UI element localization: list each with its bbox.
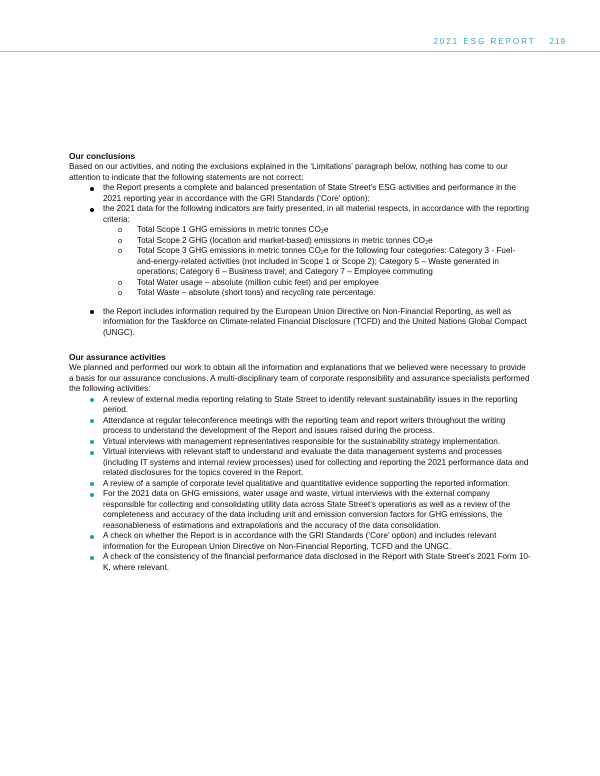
subscript: 2 xyxy=(425,239,429,246)
page-header xyxy=(433,37,566,46)
conclusions-intro: Based on our activities, and noting the exclusions explained in the ‘Limitations’ paragraph below, nothing has come to our attention to indicate that the following statements are not correct: xyxy=(69,162,508,182)
assurance-intro: We planned and performed our work to obtain all the information and explanations that we believed were necessary to provide a basis for our assurance conclusions. A multi-disciplinary team of corporate responsibility and assurance specialists performed the following activities: xyxy=(69,363,530,393)
conclusion-bullet-1: the Report presents a complete and balanced presentation of State Street’s ESG activities and performance in the 2021 reporting year in accordance with the GRI Standards (‘Core’ option); xyxy=(69,183,531,204)
indicator-text: e xyxy=(323,225,329,234)
indicator-text: e xyxy=(428,235,433,245)
conclusion-bullet-2-text: the 2021 data for the following indicators are fairly presented, in all material respects, in accordance with the reporting criteria: xyxy=(103,204,529,224)
conclusions-list xyxy=(69,183,531,338)
indicator-item xyxy=(103,236,531,247)
indicator-text: Total Scope 3 GHG emissions in metric tonnes CO xyxy=(137,246,321,255)
conclusion-bullet-2 xyxy=(69,204,531,299)
assurance-heading: Our assurance activities xyxy=(69,352,166,362)
activity-item: Virtual interviews with management representatives responsible for the sustainability strategy implementation. xyxy=(69,437,531,448)
indicator-text: Total Scope 1 GHG emissions in metric tonnes CO xyxy=(137,225,321,234)
indicator-item: o Total Waste – absolute (short tons) and recycling rate percentage. xyxy=(103,288,531,299)
report-title: 2021 ESG REPORT xyxy=(433,37,536,46)
activity-item: A check of the consistency of the financial performance data disclosed in the Report with State Street’s 2021 Form 10-K, where relevant. xyxy=(69,552,531,573)
indicator-text: Total Scope 2 GHG (location and market-based) emissions in metric tonnes CO xyxy=(137,235,426,245)
conclusions-heading: Our conclusions xyxy=(69,151,136,161)
assurance-activities-list xyxy=(69,395,531,574)
subscript: 2 xyxy=(320,250,324,256)
indicator-sublist xyxy=(103,225,531,299)
page-number: 219 xyxy=(549,37,566,46)
activity-item: A review of a sample of corporate level qualitative and quantitative evidence supporting the reported information. xyxy=(69,479,531,490)
indicator-item xyxy=(103,246,531,278)
activity-item: Attendance at regular teleconference meetings with the reporting team and report writers throughout the writing process to understand the development of the Report and issues raised during the process. xyxy=(69,416,531,437)
activity-item: A check on whether the Report is in accordance with the GRI Standards (‘Core’ option) and includes relevant information for the European Union Directive on Non-Financial Reporting, TCFD and the UNGC. xyxy=(69,531,531,552)
conclusion-bullet-3: the Report includes information required by the European Union Directive on Non-Financial Reporting, as well as information for the Taskforce on Climate-related Financial Disclosure (TCFD) and the United Nations Global Compact (UNGC). xyxy=(69,307,531,339)
header-divider xyxy=(0,51,600,52)
activity-item: A review of external media reporting relating to State Street to identify relevant sustainability issues in the reporting period. xyxy=(69,395,531,416)
subscript: 2 xyxy=(320,229,324,235)
page-content xyxy=(69,150,531,573)
indicator-item xyxy=(103,225,531,236)
indicator-item: o Total Water usage – absolute (million cubic feet) and per employee xyxy=(103,278,531,289)
activity-item: For the 2021 data on GHG emissions, water usage and waste, virtual interviews with the external company responsible for collecting and consolidating utility data across State Street’s operations as well as a review of the completeness and accuracy of the data including unit and emission conversion factors for GHG emissions, the reasonableness of estimations and extrapolations and the accuracy of the data consolidation. xyxy=(69,489,531,531)
activity-item: Virtual interviews with relevant staff to understand and evaluate the data management systems and processes (including IT systems and internal review processes) used for collecting and reporting the 2021 performance data and related disclosures for the topics covered in the Report. xyxy=(69,447,531,479)
assurance-section xyxy=(69,351,531,573)
indicator-text: e for the following four categories: Category 3 - Fuel-and-energy-related activities (not included in Scope 1 or Scope 2); Category 5 – Waste generated in operations; Category 6 – Business travel; and Category 7 – Employee commuting xyxy=(137,246,516,276)
